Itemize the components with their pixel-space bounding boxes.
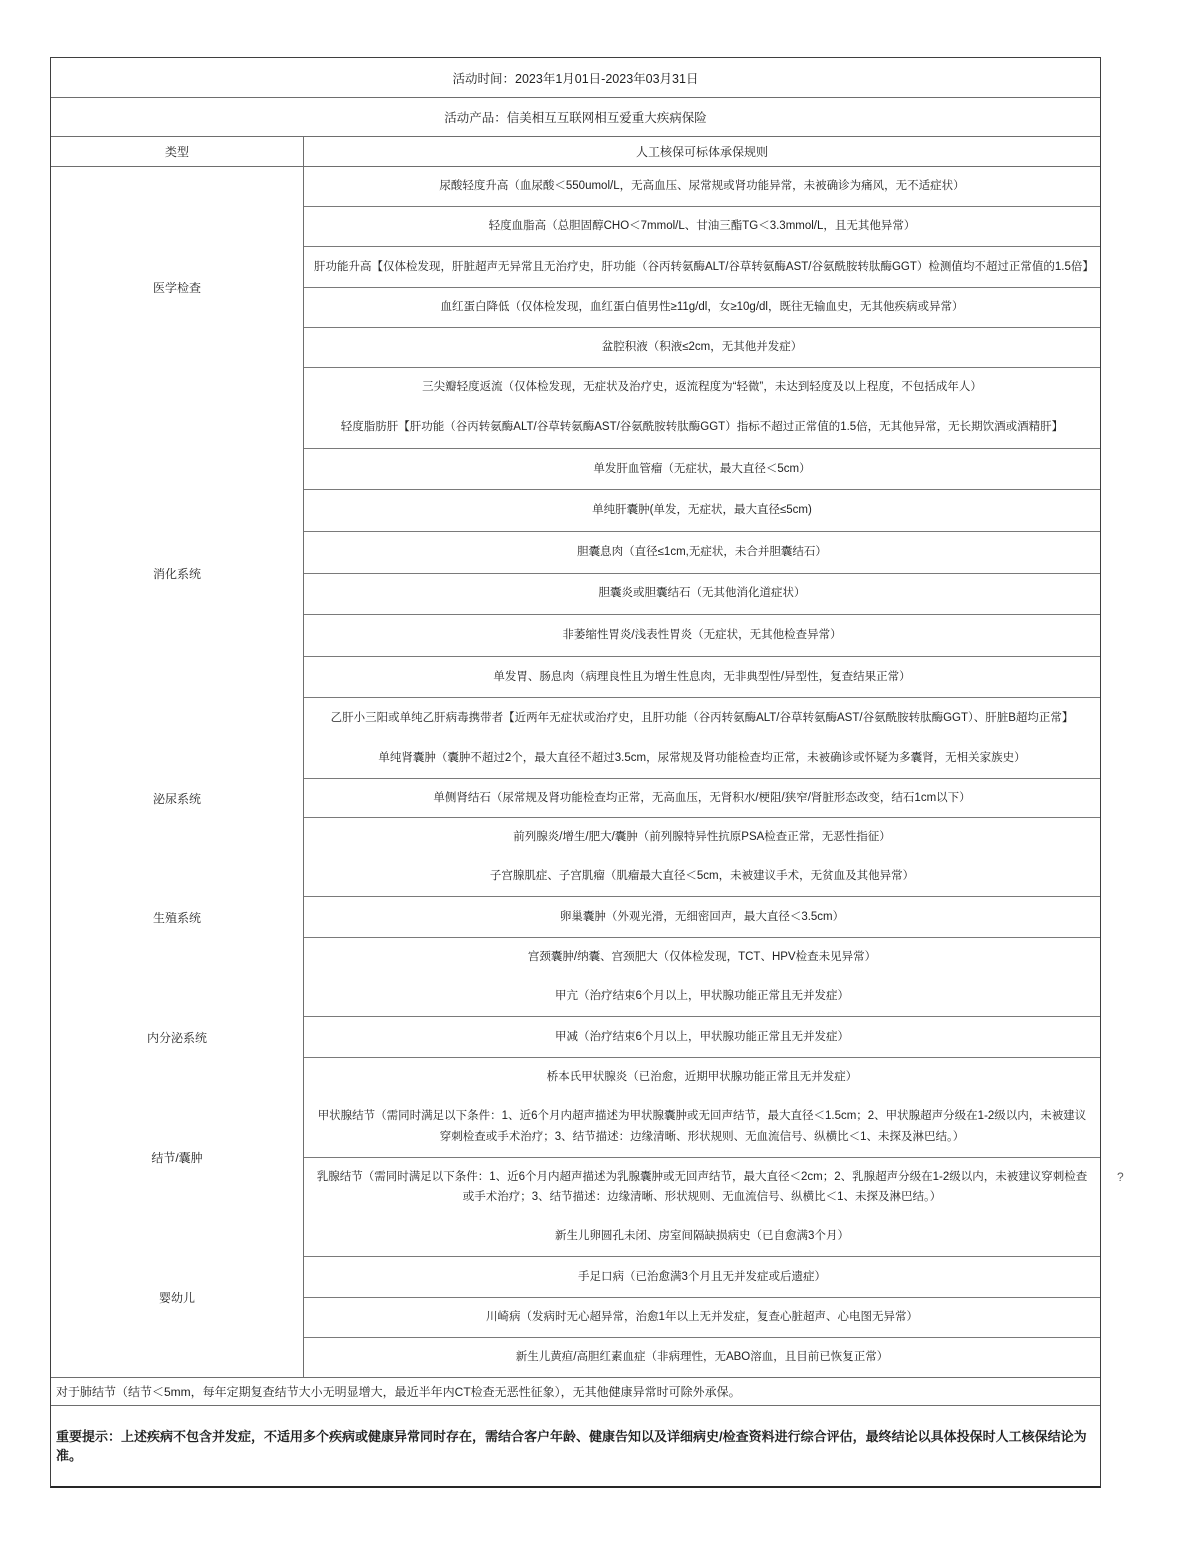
rule-row	[304, 1217, 1100, 1256]
rule-text: 尿酸轻度升高（血尿酸＜550umol/L，无高血压、尿常规或肾功能异常，未被确诊为痛风，无不适症状）	[439, 180, 965, 193]
rules-column	[304, 739, 1100, 857]
rule-row	[304, 1337, 1100, 1377]
rules-column	[304, 977, 1100, 1097]
column-header-row	[51, 136, 1100, 166]
sections-container	[51, 166, 1100, 1377]
rule-row	[304, 1297, 1100, 1337]
category-label: 结节/囊肿	[151, 1150, 203, 1165]
rule-row	[304, 287, 1100, 327]
rule-row	[304, 531, 1100, 573]
rule-row	[304, 573, 1100, 615]
category-cell	[51, 1217, 304, 1377]
rule-row	[304, 327, 1100, 367]
type-column-label: 类型	[164, 145, 189, 159]
rules-column-label: 人工核保可标体承保规则	[635, 145, 768, 159]
rule-row	[304, 817, 1100, 857]
rule-row	[304, 697, 1100, 739]
category-label: 婴幼儿	[158, 1290, 195, 1305]
activity-product-text: 活动产品：信美相互互联网相互爱重大疾病保险	[444, 111, 707, 125]
rule-text: 盆腔积液（积液≤2cm，无其他并发症）	[601, 340, 803, 353]
rule-text: 非萎缩性胃炎/浅表性胃炎（无症状，无其他检查异常）	[562, 629, 842, 642]
rule-row	[304, 656, 1100, 698]
section	[51, 739, 1100, 857]
category-label: 生殖系统	[152, 910, 201, 925]
rule-row	[304, 246, 1100, 286]
rule-row	[304, 367, 1100, 407]
rules-column	[304, 407, 1100, 739]
category-label: 消化系统	[152, 566, 201, 581]
rule-row	[304, 977, 1100, 1016]
rule-text: 乙肝小三阳或单纯乙肝病毒携带者【近两年无症状或治疗史，且肝功能（谷丙转氨酶ALT/谷草转氨酶AST/谷氨酰胺转肽酶GGT）、肝脏B超均正常】	[330, 712, 1074, 725]
rule-text: 川崎病（发病时无心超异常，治愈1年以上无并发症，复查心脏超声、心电图无异常）	[486, 1310, 918, 1323]
rule-row	[304, 407, 1100, 448]
rule-text: 单纯肾囊肿（囊肿不超过2个，最大直径不超过3.5cm，尿常规及肾功能检查均正常，未被确诊或怀疑为多囊肾，无相关家族史）	[378, 751, 1026, 764]
rule-text: 卵巢囊肿（外观光滑，无细密回声，最大直径＜3.5cm）	[559, 910, 845, 923]
rule-row	[304, 448, 1100, 490]
rule-row	[304, 489, 1100, 531]
rule-row	[304, 778, 1100, 818]
section	[51, 167, 1100, 407]
rule-row	[304, 206, 1100, 246]
section	[51, 407, 1100, 739]
rule-row	[304, 1157, 1100, 1218]
rules-column	[304, 167, 1100, 407]
rule-text: 肝功能升高【仅体检发现，肝脏超声无异常且无治疗史，肝功能（谷丙转氨酶ALT/谷草转氨酶AST/谷氨酰胺转肽酶GGT）检测值均不超过正常值的1.5倍】	[314, 260, 1094, 273]
activity-product-row	[51, 97, 1100, 136]
category-cell	[51, 1097, 304, 1217]
rules-column	[304, 1217, 1100, 1377]
category-cell	[51, 739, 304, 857]
rule-text: 乳腺结节（需同时满足以下条件：1、近6个月内超声描述为乳腺囊肿或无回声结节，最大直径＜2cm；2、乳腺超声分级在1-2级以内，未被建议穿刺检查或手术治疗；3、结节描述：边缘清晰、形状规则、无血流信号、纵横比＜1、未探及淋巴结。）	[316, 1170, 1088, 1204]
lung-nodule-note-row	[51, 1377, 1100, 1405]
rule-text: 三尖瓣轻度返流（仅体检发现，无症状及治疗史，返流程度为“轻微”，未达到轻度及以上程度，不包括成年人）	[422, 381, 982, 394]
rule-row	[304, 1057, 1100, 1097]
stray-question-mark: ?	[1117, 1170, 1124, 1184]
rule-row	[304, 739, 1100, 778]
underwriting-rules-table	[50, 57, 1101, 1488]
rule-text: 甲减（治疗结束6个月以上，甲状腺功能正常且无并发症）	[555, 1030, 849, 1043]
important-notice-row	[51, 1405, 1100, 1486]
rule-text: 桥本氏甲状腺炎（已治愈，近期甲状腺功能正常且无并发症）	[546, 1070, 858, 1083]
section	[51, 1097, 1100, 1217]
rule-row	[304, 937, 1100, 977]
category-label: 医学检查	[152, 280, 201, 295]
rule-text: 新生儿黄疸/高胆红素血症（非病理性，无ABO溶血，且目前已恢复正常）	[515, 1351, 889, 1364]
rule-text: 新生儿卵圆孔未闭、房室间隔缺损病史（已自愈满3个月）	[555, 1230, 849, 1243]
category-cell	[51, 977, 304, 1097]
rule-text: 子宫腺肌症、子宫肌瘤（肌瘤最大直径＜5cm，未被建议手术，无贫血及其他异常）	[489, 870, 915, 883]
lung-nodule-note-text: 对于肺结节（结节＜5mm，每年定期复查结节大小无明显增大，最近半年内CT检查无恶性征象），无其他健康异常时可除外承保。	[56, 1384, 741, 1399]
rule-text: 单发肝血管瘤（无症状，最大直径＜5cm）	[593, 462, 811, 475]
rule-text: 轻度血脂高（总胆固醇CHO＜7mmol/L、甘油三酯TG＜3.3mmol/L，且无其他异常）	[488, 220, 916, 233]
category-label: 泌尿系统	[152, 791, 201, 806]
category-cell	[51, 857, 304, 977]
activity-time-row	[51, 58, 1100, 97]
rule-row	[304, 614, 1100, 656]
rule-text: 甲状腺结节（需同时满足以下条件：1、近6个月内超声描述为甲状腺囊肿或无回声结节，最大直径＜1.5cm；2、甲状腺超声分级在1-2级以内，未被建议穿刺检查或手术治疗；3、结节描述：边缘清晰、形状规则、无血流信号、纵横比＜1、未探及淋巴结。）	[317, 1110, 1087, 1143]
rule-text: 甲亢（治疗结束6个月以上，甲状腺功能正常且无并发症）	[555, 990, 849, 1003]
rule-text: 单侧肾结石（尿常规及肾功能检查均正常，无高血压，无肾积水/梗阻/狭窄/肾脏形态改变，结石1cm以下）	[433, 791, 971, 804]
rule-row	[304, 896, 1100, 936]
section	[51, 1217, 1100, 1377]
rule-row	[304, 1016, 1100, 1056]
important-notice-text: 重要提示：上述疾病不包含并发症，不适用多个疾病或健康异常同时存在，需结合客户年龄、健康告知以及详细病史/检查资料进行综合评估，最终结论以具体投保时人工核保结论为准。	[56, 1428, 1087, 1463]
section	[51, 977, 1100, 1097]
category-cell	[51, 167, 304, 407]
rule-text: 单纯肝囊肿(单发，无症状，最大直径≤5cm)	[592, 504, 812, 517]
rule-text: 血红蛋白降低（仅体检发现，血红蛋白值男性≥11g/dl，女≥10g/dl，既往无输血史，无其他疾病或异常）	[440, 300, 964, 313]
rule-row	[304, 167, 1100, 206]
rule-text: 手足口病（已治愈满3个月且无并发症或后遗症）	[578, 1270, 826, 1283]
category-label: 内分泌系统	[146, 1030, 207, 1045]
rule-text: 胆囊息肉（直径≤1cm,无症状，未合并胆囊结石）	[577, 545, 827, 558]
category-cell	[51, 407, 304, 739]
type-column-header	[51, 137, 304, 166]
rule-row	[304, 1097, 1100, 1157]
rule-text: 轻度脂肪肝【肝功能（谷丙转氨酶ALT/谷草转氨酶AST/谷氨酰胺转肽酶GGT）指标不超过正常值的1.5倍，无其他异常，无长期饮酒或酒精肝】	[340, 420, 1064, 433]
activity-time-text: 活动时间：2023年1月01日-2023年03月31日	[452, 71, 699, 86]
section	[51, 857, 1100, 977]
rule-text: 宫颈囊肿/纳囊、宫颈肥大（仅体检发现，TCT、HPV检查未见异常）	[527, 950, 877, 963]
rule-row	[304, 1256, 1100, 1296]
rule-row	[304, 857, 1100, 896]
rules-column	[304, 1097, 1100, 1217]
rule-text: 胆囊炎或胆囊结石（无其他消化道症状）	[598, 587, 806, 600]
rule-text: 前列腺炎/增生/肥大/囊肿（前列腺特异性抗原PSA检查正常，无恶性指征）	[513, 831, 891, 844]
rules-column-header	[304, 137, 1100, 166]
rule-text: 单发胃、肠息肉（病理良性且为增生性息肉，无非典型性/异型性，复查结果正常）	[493, 670, 911, 683]
rules-column	[304, 857, 1100, 977]
